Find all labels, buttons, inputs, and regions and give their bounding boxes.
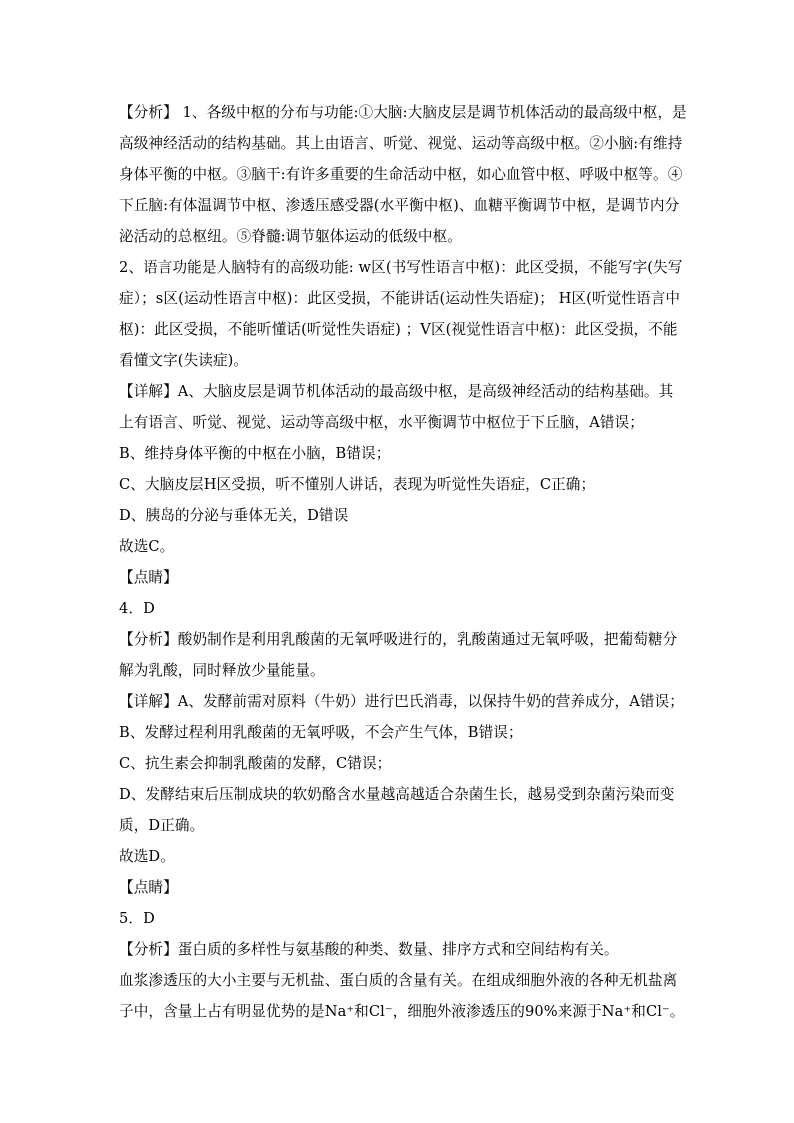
paragraph-comment-4: 【点睛】 <box>119 879 178 896</box>
paragraph-detail-c: C、大脑皮层H区受损，听不懂别人讲话，表现为听觉性失语症，C正确； <box>119 476 596 493</box>
paragraph-detail-4c: C、抗生素会抑制乳酸菌的发酵，C错误； <box>119 755 392 772</box>
paragraph-detail-4a: 【详解】A、发酵前需对原料（牛奶）进行巴氏消毒，以保持牛奶的营养成分，A错误； <box>119 693 684 710</box>
paragraph-detail-b: B、维持身体平衡的中枢在小脑，B错误； <box>119 445 391 462</box>
answer-text <box>119 97 687 1027</box>
paragraph-detail-a: 【详解】A、大脑皮层是调节机体活动的最高级中枢，是高级神经活动的结构基础。其上有语言、听觉、视觉、运动等高级中枢，水平衡调节中枢位于下丘脑，A错误； <box>119 383 674 431</box>
question-4-answer: 4．D <box>119 600 155 617</box>
paragraph-choice: 故选C。 <box>119 538 175 555</box>
paragraph-osmotic-pressure: 血浆渗透压的大小主要与无机盐、蛋白质的含量有关。在组成细胞外液的各种无机盐离子中，含量上占有明显优势的是Na⁺和Cl⁻，细胞外液渗透压的90%来源于Na⁺和Cl⁻。 <box>119 972 685 1020</box>
paragraph-analysis-5: 【分析】蛋白质的多样性与氨基酸的种类、数量、排序方式和空间结构有关。 <box>119 941 619 958</box>
question-5-answer: 5．D <box>119 910 155 927</box>
paragraph-choice-4: 故选D。 <box>119 848 175 865</box>
paragraph-comment: 【点睛】 <box>119 569 178 586</box>
paragraph-analysis-4: 【分析】酸奶制作是利用乳酸菌的无氧呼吸进行的，乳酸菌通过无氧呼吸，把葡萄糖分解为乳酸，同时释放少量能量。 <box>119 631 678 679</box>
paragraph-detail-4b: B、发酵过程利用乳酸菌的无氧呼吸，不会产生气体，B错误； <box>119 724 523 741</box>
paragraph-detail-4d: D、发酵结束后压制成块的软奶酪含水量越高越适合杂菌生长，越易受到杂菌污染而变质，D正确。 <box>119 786 675 834</box>
paragraph-analysis-3: 【分析】 1、各级中枢的分布与功能:①大脑:大脑皮层是调节机体活动的最高级中枢，是高级神经活动的结构基础。其上由语言、听觉、视觉、运动等高级中枢。②小脑:有维持身体平衡的中枢。③脑干:有许多重要的生命活动中枢，如心血管中枢、呼吸中枢等。④下丘脑:有体温调节中枢、渗透压感受器(水平衡中枢)、血糖平衡调节中枢，是调节内分泌活动的总枢纽。⑤脊髓:调节躯体运动的低级中枢。 <box>119 104 687 245</box>
paragraph-language-function: 2、语言功能是人脑特有的高级功能: w区(书写性语言中枢)：此区受损，不能写字(失写症）；s区(运动性语言中枢)：此区受损，不能讲话(运动性失语症)； H区(听觉性语言中枢)：此区受损，不能听懂话(听觉性失语症) ；V区(视觉性语言中枢)：此区受损，不能看懂文字(失读症)。 <box>119 259 683 369</box>
paragraph-detail-d: D、胰岛的分泌与垂体无关，D错误 <box>119 507 349 524</box>
